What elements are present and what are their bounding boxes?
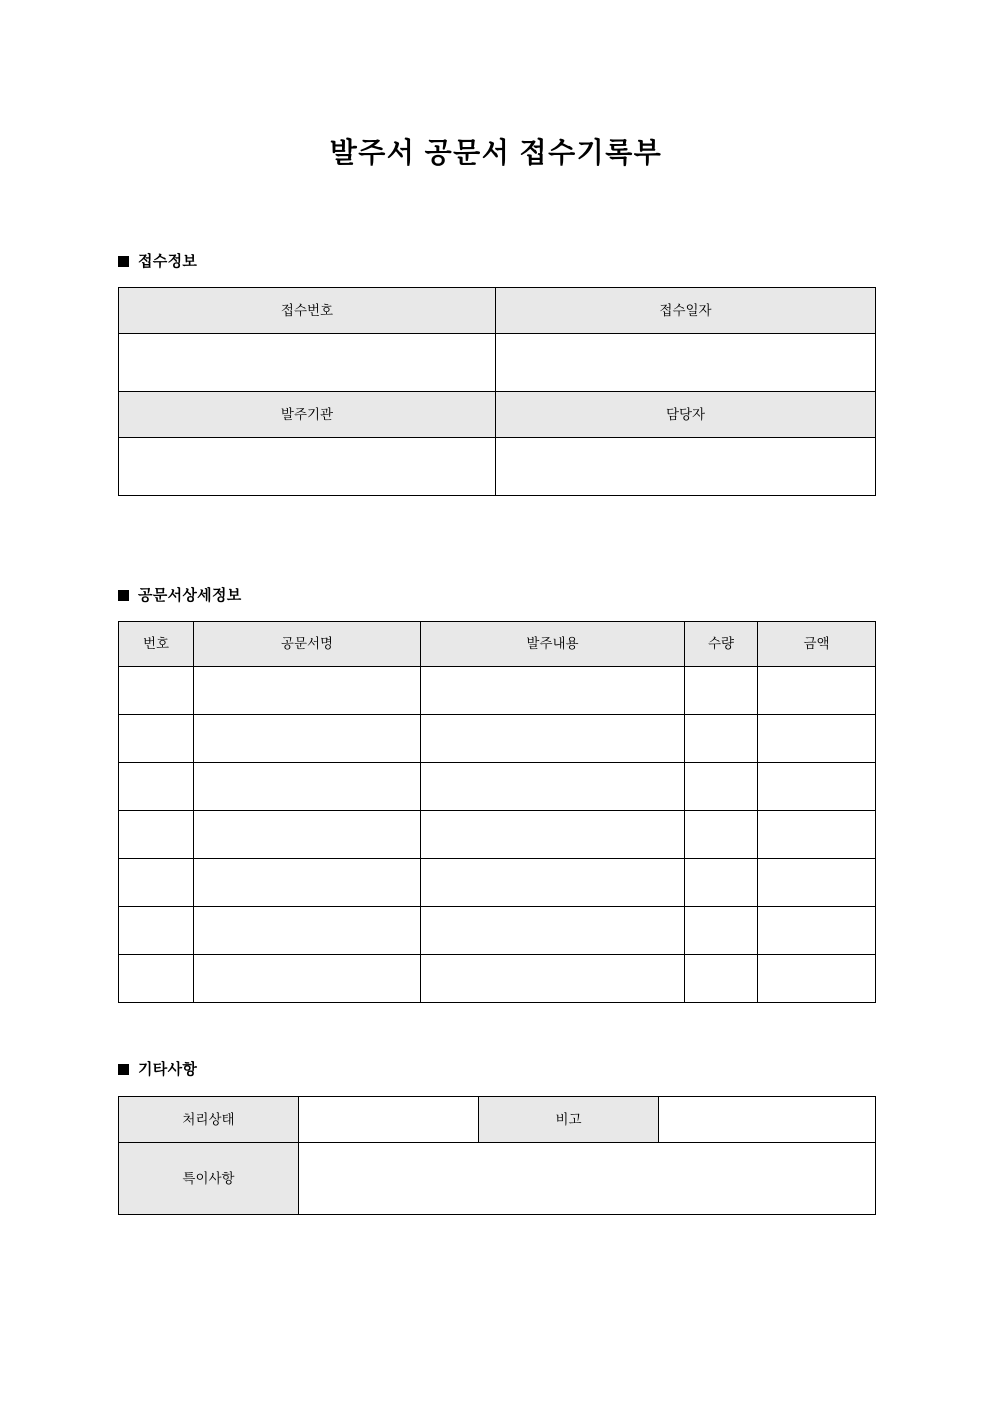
cell-no[interactable] bbox=[119, 907, 194, 955]
cell-quantity[interactable] bbox=[685, 715, 758, 763]
table-row bbox=[119, 438, 876, 496]
cell-no[interactable] bbox=[119, 859, 194, 907]
cell-document-name[interactable] bbox=[194, 907, 421, 955]
square-bullet-icon bbox=[118, 590, 129, 601]
receipt-number-label: 접수번호 bbox=[119, 288, 496, 334]
cell-amount[interactable] bbox=[758, 763, 876, 811]
cell-amount[interactable] bbox=[758, 667, 876, 715]
note-value[interactable] bbox=[659, 1097, 876, 1143]
section-heading-detail bbox=[118, 588, 242, 603]
square-bullet-icon bbox=[118, 1064, 129, 1075]
cell-order-content[interactable] bbox=[421, 763, 685, 811]
section-heading-receipt-label: 접수정보 bbox=[138, 253, 198, 270]
document-detail-table bbox=[118, 621, 876, 1003]
column-header-document-name: 공문서명 bbox=[194, 622, 421, 667]
cell-document-name[interactable] bbox=[194, 955, 421, 1003]
process-status-value[interactable] bbox=[299, 1097, 479, 1143]
receipt-info-table bbox=[118, 287, 876, 496]
cell-document-name[interactable] bbox=[194, 667, 421, 715]
cell-amount[interactable] bbox=[758, 859, 876, 907]
ordering-agency-value[interactable] bbox=[119, 438, 496, 496]
table-row bbox=[119, 288, 876, 334]
cell-order-content[interactable] bbox=[421, 955, 685, 1003]
receipt-date-value[interactable] bbox=[496, 334, 876, 392]
cell-quantity[interactable] bbox=[685, 667, 758, 715]
column-header-quantity: 수량 bbox=[685, 622, 758, 667]
section-heading-detail-label: 공문서상세정보 bbox=[138, 587, 242, 604]
cell-document-name[interactable] bbox=[194, 811, 421, 859]
section-heading-etc-label: 기타사항 bbox=[138, 1061, 198, 1078]
receipt-date-label: 접수일자 bbox=[496, 288, 876, 334]
cell-document-name[interactable] bbox=[194, 859, 421, 907]
receipt-number-value[interactable] bbox=[119, 334, 496, 392]
table-row bbox=[119, 667, 876, 715]
table-row bbox=[119, 859, 876, 907]
section-heading-etc bbox=[118, 1062, 197, 1077]
table-header-row bbox=[119, 622, 876, 667]
table-row bbox=[119, 715, 876, 763]
ordering-agency-label: 발주기관 bbox=[119, 392, 496, 438]
column-header-no: 번호 bbox=[119, 622, 194, 667]
cell-no[interactable] bbox=[119, 955, 194, 1003]
person-in-charge-label: 담당자 bbox=[496, 392, 876, 438]
process-status-label: 처리상태 bbox=[119, 1097, 299, 1143]
cell-document-name[interactable] bbox=[194, 715, 421, 763]
person-in-charge-value[interactable] bbox=[496, 438, 876, 496]
cell-amount[interactable] bbox=[758, 811, 876, 859]
table-row bbox=[119, 763, 876, 811]
cell-no[interactable] bbox=[119, 667, 194, 715]
cell-amount[interactable] bbox=[758, 715, 876, 763]
table-row bbox=[119, 907, 876, 955]
cell-quantity[interactable] bbox=[685, 811, 758, 859]
table-row bbox=[119, 955, 876, 1003]
section-heading-receipt bbox=[118, 254, 197, 269]
cell-no[interactable] bbox=[119, 763, 194, 811]
cell-quantity[interactable] bbox=[685, 763, 758, 811]
page-title: 발주서 공문서 접수기록부 bbox=[329, 137, 663, 168]
cell-order-content[interactable] bbox=[421, 715, 685, 763]
cell-quantity[interactable] bbox=[685, 859, 758, 907]
column-header-order-content: 발주내용 bbox=[421, 622, 685, 667]
note-label: 비고 bbox=[479, 1097, 659, 1143]
remarks-label: 특이사항 bbox=[119, 1143, 299, 1215]
cell-no[interactable] bbox=[119, 715, 194, 763]
cell-document-name[interactable] bbox=[194, 763, 421, 811]
etc-info-table bbox=[118, 1096, 876, 1215]
table-row bbox=[119, 1097, 876, 1143]
column-header-amount: 금액 bbox=[758, 622, 876, 667]
cell-order-content[interactable] bbox=[421, 811, 685, 859]
cell-order-content[interactable] bbox=[421, 859, 685, 907]
cell-amount[interactable] bbox=[758, 907, 876, 955]
cell-no[interactable] bbox=[119, 811, 194, 859]
cell-quantity[interactable] bbox=[685, 907, 758, 955]
table-row bbox=[119, 392, 876, 438]
table-row bbox=[119, 334, 876, 392]
table-row bbox=[119, 1143, 876, 1215]
cell-order-content[interactable] bbox=[421, 907, 685, 955]
table-row bbox=[119, 811, 876, 859]
cell-quantity[interactable] bbox=[685, 955, 758, 1003]
cell-order-content[interactable] bbox=[421, 667, 685, 715]
cell-amount[interactable] bbox=[758, 955, 876, 1003]
remarks-value[interactable] bbox=[299, 1143, 876, 1215]
square-bullet-icon bbox=[118, 256, 129, 267]
